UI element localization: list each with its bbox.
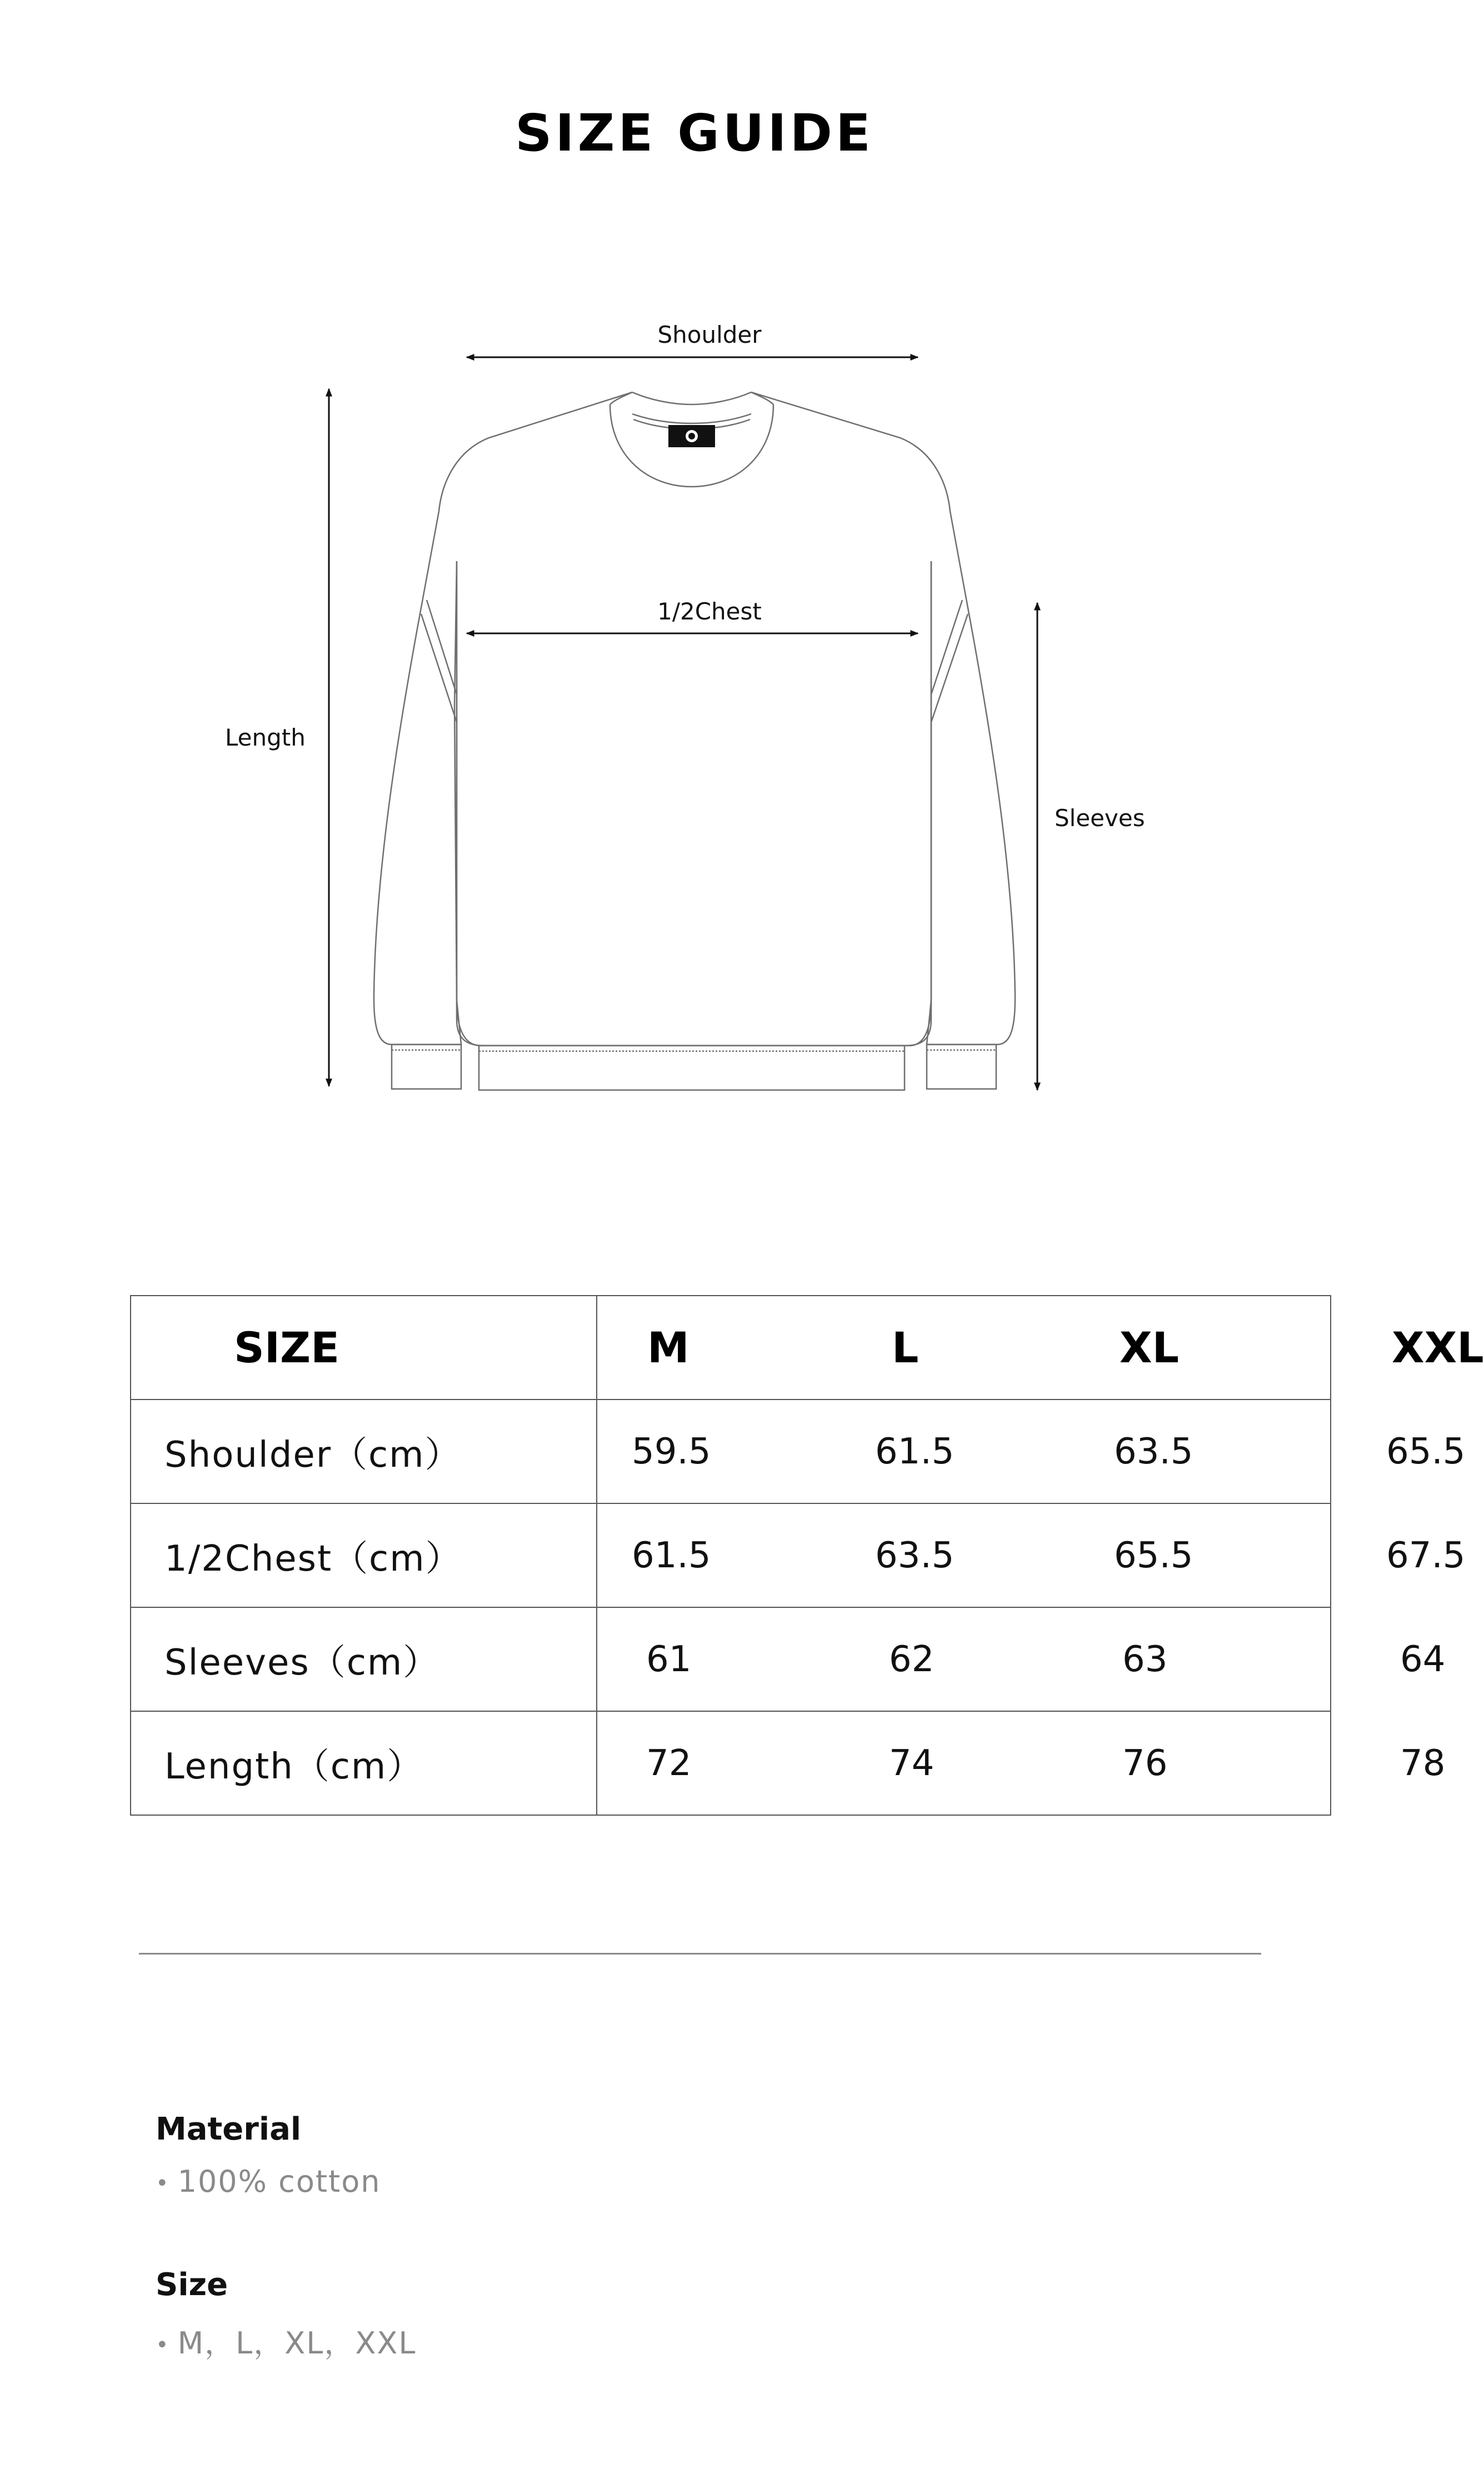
size-header-xl: XL <box>1075 1296 1331 1400</box>
table-cell: 61 <box>597 1607 836 1711</box>
row-label-chest: 1/2Chest（cm） <box>131 1503 597 1607</box>
chest-label: 1/2Chest <box>657 598 762 625</box>
table-cell: 62 <box>836 1607 1075 1711</box>
row-label-length: Length（cm） <box>131 1711 597 1815</box>
sleeves-label: Sleeves <box>1055 804 1145 832</box>
size-value-line <box>156 2320 416 2362</box>
size-value: M，L，XL，XXL <box>177 2326 417 2361</box>
table-row: 1/2Chest（cm） 61.5 63.5 65.5 67.5 <box>131 1503 1331 1607</box>
size-column-header: SIZE <box>131 1296 597 1400</box>
shoulder-label: Shoulder <box>657 321 762 348</box>
table-cell: 72 <box>597 1711 836 1815</box>
table-cell: 76 <box>1075 1711 1331 1815</box>
table-row: Sleeves（cm） 61 62 63 64 <box>131 1607 1331 1711</box>
table-cell: 74 <box>836 1711 1075 1815</box>
table-cell: 59.5 <box>597 1400 836 1503</box>
page-title: SIZE GUIDE <box>515 103 874 163</box>
table-row: Shoulder（cm） 59.5 61.5 63.5 65.5 <box>131 1400 1331 1503</box>
table-header-row: SIZE M L XL XXL <box>131 1296 1331 1400</box>
table-cell: 61.5 <box>597 1503 836 1607</box>
material-value-line <box>156 2164 381 2199</box>
material-title: Material <box>156 2111 302 2147</box>
table-cell: 61.5 <box>836 1400 1075 1503</box>
size-header-l: L <box>836 1296 1075 1400</box>
section-divider <box>139 1953 1261 1955</box>
row-label-sleeves: Sleeves（cm） <box>131 1607 597 1711</box>
size-title: Size <box>156 2267 228 2303</box>
table-cell: 63.5 <box>1075 1400 1331 1503</box>
table-cell: 63.5 <box>836 1503 1075 1607</box>
neck-tag-logo-icon <box>668 425 715 447</box>
bullet-icon: • <box>156 2171 170 2197</box>
table-cell: 65.5 <box>1075 1503 1331 1607</box>
row-label-shoulder: Shoulder（cm） <box>131 1400 597 1503</box>
material-value: 100% cotton <box>177 2164 381 2199</box>
size-header-m: M <box>597 1296 836 1400</box>
size-diagram <box>0 0 1389 1167</box>
table-cell: 63 <box>1075 1607 1331 1711</box>
table-row: Length（cm） 72 74 76 78 <box>131 1711 1331 1815</box>
sweatshirt-outline-icon <box>374 392 1015 1090</box>
length-label: Length <box>225 724 306 751</box>
bullet-icon: • <box>156 2332 170 2358</box>
size-table <box>130 1295 1484 1816</box>
